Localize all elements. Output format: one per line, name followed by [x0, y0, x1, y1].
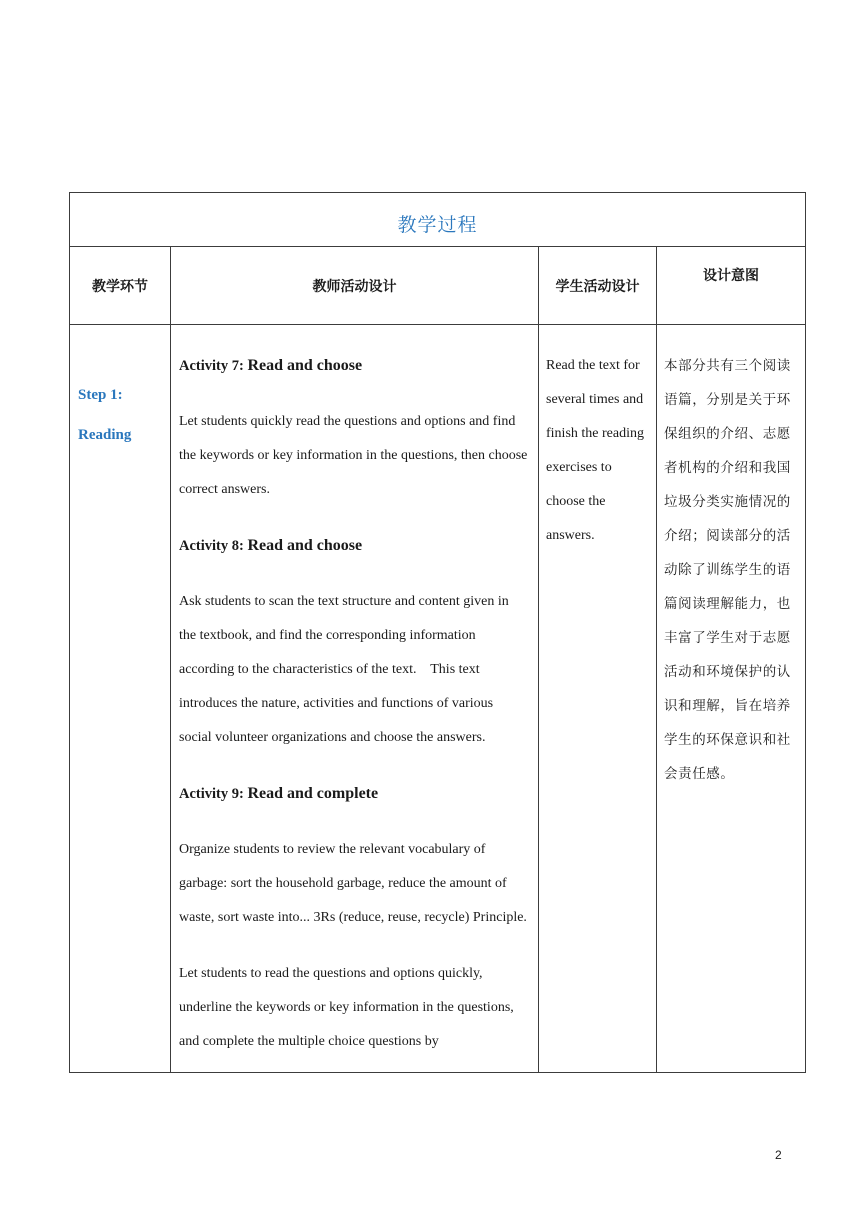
activity-9-title: [179, 777, 528, 811]
activity-8-name: Read and choose: [247, 537, 363, 554]
activity-7-text: Let students quickly read the questions and options and find the keywords or key information in the questions, then choose correct answers.: [179, 414, 528, 497]
activity-9-name: Read and complete: [247, 785, 379, 802]
table-title-cell: [70, 193, 806, 247]
step-name: Reading: [78, 427, 132, 443]
table-title: 教学过程: [397, 214, 478, 236]
teaching-process-table: [69, 192, 806, 1073]
page-number: 2: [775, 1148, 782, 1162]
header-step: 教学环节: [70, 247, 171, 325]
header-student-activity: 学生活动设计: [539, 247, 657, 325]
activity-7-name: Read and choose: [247, 357, 363, 374]
step-label: Step 1:: [78, 387, 123, 403]
header-teacher-activity: 教师活动设计: [171, 247, 539, 325]
activity-9-text-1: Organize students to review the relevant vocabulary of garbage: sort the household garbage, reduce the amount of waste, sort waste into... 3Rs (reduce, reuse, recycle) Principle.: [179, 842, 527, 925]
activity-8-prefix: Activity 8:: [179, 538, 244, 554]
step-cell: [70, 325, 171, 1073]
activity-9-text-2: Let students to read the questions and options quickly, underline the keywords or key information in the questions, and complete the multiple choice questions by: [179, 966, 514, 1049]
activity-9-prefix: Activity 9:: [179, 786, 244, 802]
activity-7-title: [179, 349, 528, 383]
activity-7-prefix: Activity 7:: [179, 358, 244, 374]
teacher-activity-cell: [171, 325, 539, 1073]
activity-8-text: Ask students to scan the text structure and content given in the textbook, and find the corresponding information according to the characteristics of the text. This text introduces the nature, activities and functions of various social volunteer organizations and choose the answers.: [179, 594, 513, 745]
header-design-intent: 设计意图: [657, 247, 806, 325]
student-activity-cell: Read the text for several times and finish the reading exercises to choose the answers.: [539, 325, 657, 1073]
activity-8-title: [179, 529, 528, 563]
design-intent-cell: 本部分共有三个阅读语篇，分别是关于环保组织的介绍、志愿者机构的介绍和我国垃圾分类实施情况的介绍；阅读部分的活动除了训练学生的语篇阅读理解能力，也丰富了学生对于志愿活动和环境保护的认识和理解，旨在培养学生的环保意识和社会责任感。: [657, 325, 806, 1073]
